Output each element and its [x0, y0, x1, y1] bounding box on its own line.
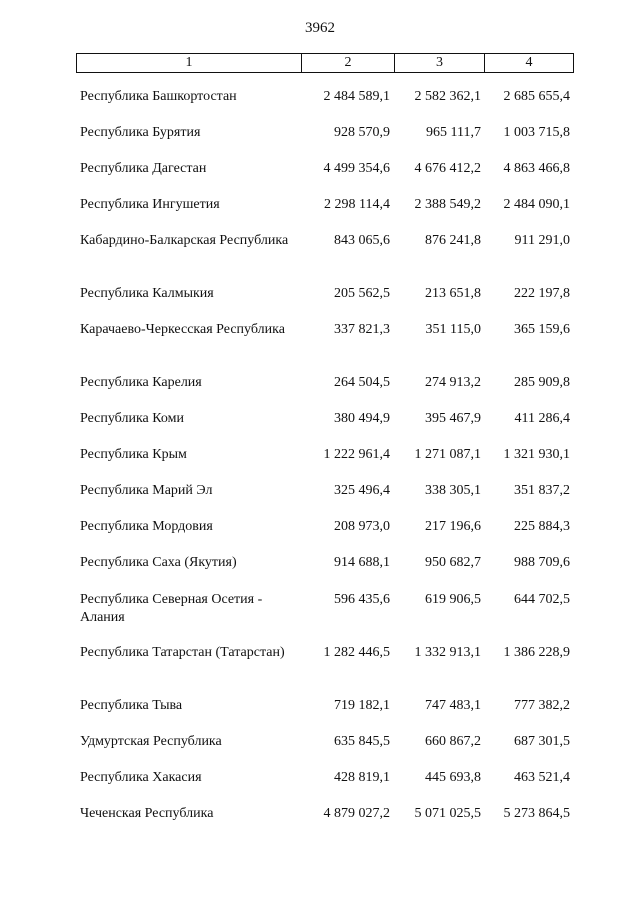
- region-name: Республика Мордовия: [80, 519, 213, 534]
- column-header-1: 1: [77, 54, 302, 73]
- value-col-3: 217 196,6: [425, 519, 481, 534]
- value-col-4: 1 386 228,9: [503, 645, 570, 660]
- region-name: Республика Дагестан: [80, 161, 207, 176]
- value-col-4: 988 709,6: [514, 555, 570, 570]
- value-col-4: 644 702,5: [514, 592, 570, 607]
- region-name: Республика Северная Осетия - Алания: [80, 592, 263, 625]
- value-col-3: 4 676 412,2: [414, 161, 481, 176]
- value-col-2: 208 973,0: [334, 519, 390, 534]
- value-col-2: 1 282 446,5: [323, 645, 390, 660]
- value-col-4: 2 685 655,4: [503, 89, 570, 104]
- value-col-2: 843 065,6: [334, 233, 390, 248]
- value-col-2: 4 499 354,6: [323, 161, 390, 176]
- value-col-4: 2 484 090,1: [503, 197, 570, 212]
- value-col-4: 5 273 864,5: [503, 806, 570, 821]
- page-number: 3962: [305, 20, 335, 36]
- value-col-4: 4 863 466,8: [503, 161, 570, 176]
- region-name: Республика Бурятия: [80, 125, 201, 140]
- value-col-4: 351 837,2: [514, 483, 570, 498]
- value-col-2: 928 570,9: [334, 125, 390, 140]
- column-header-table: [76, 53, 574, 73]
- value-col-2: 2 298 114,4: [324, 197, 390, 212]
- column-header-4: 4: [485, 54, 574, 73]
- value-col-3: 1 332 913,1: [414, 645, 481, 660]
- value-col-3: 876 241,8: [425, 233, 481, 248]
- value-col-3: 351 115,0: [425, 322, 481, 337]
- value-col-3: 660 867,2: [425, 734, 481, 749]
- value-col-2: 635 845,5: [334, 734, 390, 749]
- value-col-4: 1 003 715,8: [503, 125, 570, 140]
- value-col-4: 777 382,2: [514, 698, 570, 713]
- region-name: Чеченская Республика: [80, 806, 214, 821]
- value-col-3: 445 693,8: [425, 770, 481, 785]
- value-col-4: 463 521,4: [514, 770, 570, 785]
- column-header-2: 2: [302, 54, 395, 73]
- region-name: Республика Татарстан (Татарстан): [80, 645, 285, 660]
- value-col-3: 619 906,5: [425, 592, 481, 607]
- value-col-3: 965 111,7: [426, 125, 481, 140]
- region-name: Кабардино-Балкарская Республика: [80, 233, 289, 248]
- value-col-3: 5 071 025,5: [414, 806, 481, 821]
- value-col-2: 719 182,1: [334, 698, 390, 713]
- region-name: Удмуртская Республика: [80, 734, 222, 749]
- value-col-3: 2 582 362,1: [414, 89, 481, 104]
- value-col-4: 687 301,5: [514, 734, 570, 749]
- value-col-2: 205 562,5: [334, 286, 390, 301]
- value-col-2: 337 821,3: [334, 322, 390, 337]
- region-name: Республика Калмыкия: [80, 286, 214, 301]
- region-name: Республика Крым: [80, 447, 187, 462]
- value-col-3: 213 651,8: [425, 286, 481, 301]
- value-col-3: 395 467,9: [425, 411, 481, 426]
- region-name: Республика Башкортостан: [80, 89, 237, 104]
- value-col-4: 1 321 930,1: [503, 447, 570, 462]
- value-col-4: 365 159,6: [514, 322, 570, 337]
- region-name: Республика Хакасия: [80, 770, 202, 785]
- value-col-2: 914 688,1: [334, 555, 390, 570]
- value-col-2: 325 496,4: [334, 483, 390, 498]
- value-col-2: 1 222 961,4: [323, 447, 390, 462]
- value-col-2: 2 484 589,1: [323, 89, 390, 104]
- value-col-4: 411 286,4: [514, 411, 570, 426]
- value-col-2: 264 504,5: [334, 375, 390, 390]
- value-col-4: 285 909,8: [514, 375, 570, 390]
- region-name: Республика Карелия: [80, 375, 202, 390]
- value-col-4: 225 884,3: [514, 519, 570, 534]
- region-name: Республика Саха (Якутия): [80, 555, 237, 570]
- value-col-3: 2 388 549,2: [414, 197, 481, 212]
- value-col-3: 338 305,1: [425, 483, 481, 498]
- region-name: Республика Ингушетия: [80, 197, 220, 212]
- column-header-3: 3: [395, 54, 485, 73]
- value-col-2: 380 494,9: [334, 411, 390, 426]
- value-col-4: 222 197,8: [514, 286, 570, 301]
- value-col-2: 428 819,1: [334, 770, 390, 785]
- region-name: Республика Тыва: [80, 698, 183, 713]
- region-name: Карачаево-Черкесская Республика: [80, 322, 285, 337]
- value-col-3: 274 913,2: [425, 375, 481, 390]
- value-col-3: 950 682,7: [425, 555, 481, 570]
- region-name: Республика Коми: [80, 411, 184, 426]
- region-name: Республика Марий Эл: [80, 483, 213, 498]
- value-col-2: 4 879 027,2: [323, 806, 390, 821]
- value-col-3: 747 483,1: [425, 698, 481, 713]
- value-col-4: 911 291,0: [514, 233, 570, 248]
- value-col-3: 1 271 087,1: [414, 447, 481, 462]
- value-col-2: 596 435,6: [334, 592, 390, 607]
